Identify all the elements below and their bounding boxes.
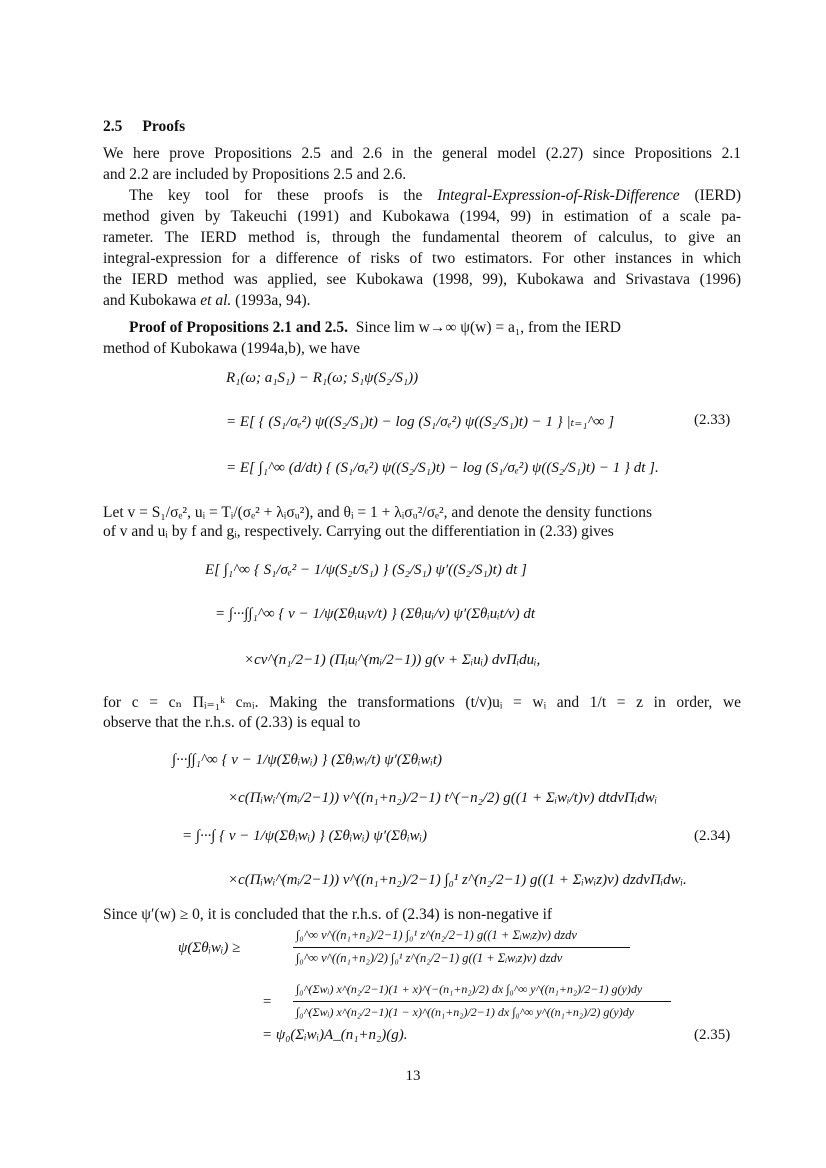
paragraph-line: of v and uᵢ by f and gᵢ, respectively. Carrying out the differentiation in (2.33) gives <box>103 523 614 540</box>
equation-number: (2.33) <box>694 412 731 428</box>
paragraph-line: We here prove Propositions 2.5 and 2.6 in the general model (2.27) since Propositions 2.1 <box>103 145 741 162</box>
page-number: 13 <box>405 1068 421 1084</box>
paragraph-line: observe that the r.h.s. of (2.33) is equal to <box>103 714 361 731</box>
equation-line: E[ ∫₁^∞ { S₁/σₑ² − 1/ψ(S₂t/S₁) } (S₂/S₁) ψ′((S₂/S₁)t) dt ] <box>205 562 527 578</box>
paragraph-line: method given by Takeuchi (1991) and Kubokawa (1994, 99) in estimation of a scale pa- <box>103 208 741 225</box>
emphasis: et al. <box>200 292 232 309</box>
paragraph-line: and 2.2 are included by Propositions 2.5 and 2.6. <box>103 166 407 183</box>
section-title: Proofs <box>142 118 186 135</box>
paragraph-line <box>129 185 741 206</box>
equation-line: ×c(Πᵢwᵢ^(mᵢ/2−1)) v^((n₁+n₂)/2−1) ∫₀¹ z^(n₂/2−1) g((1 + Σᵢwᵢz)v) dzdvΠᵢdwᵢ. <box>228 872 687 888</box>
equation-sign: = <box>262 994 273 1010</box>
paragraph-line: method of Kubokawa (1994a,b), we have <box>103 340 360 357</box>
paragraph-line: rameter. The IERD method is, through the fundamental theorem of calculus, to give an <box>103 229 741 246</box>
fraction-numerator: ∫₀^(Σwᵢ) x^(n₂/2−1)(1 + x)^(−(n₁+n₂)/2) dx ∫₀^∞ y^((n₁+n₂)/2−1) g(y)dy <box>296 982 643 996</box>
paragraph-line: Since ψ′(w) ≥ 0, it is concluded that the r.h.s. of (2.34) is non-negative if <box>103 906 553 923</box>
fraction-bar <box>293 947 630 948</box>
equation-line: = ∫···∫ { v − 1/ψ(Σθᵢwᵢ) } (Σθᵢwᵢ) ψ′(Σθᵢwᵢ) <box>182 828 428 844</box>
paragraph-line: Let v = S₁/σₑ², uᵢ = Tᵢ/(σₑ² + λᵢσᵤ²), and θᵢ = 1 + λᵢσᵤ²/σₑ², and denote the density functions <box>103 504 653 521</box>
paragraph-line: the IERD method was applied, see Kubokawa (1998, 99), Kubokawa and Srivastava (1996) <box>103 271 741 288</box>
fraction-bar <box>293 1001 671 1002</box>
section-number: 2.5 <box>103 118 123 135</box>
text-span: (1993a, 94). <box>231 292 311 309</box>
paragraph-line <box>103 290 310 311</box>
paragraph-line: for c = cₙ Πᵢ₌₁ᵏ cₘᵢ. Making the transformations (t/v)uᵢ = wᵢ and 1/t = z in order, we <box>103 694 741 711</box>
equation-number: (2.34) <box>694 828 731 844</box>
emphasis: Integral-Expression-of-Risk-Difference <box>437 187 680 204</box>
equation-line: ×c(Πᵢwᵢ^(mᵢ/2−1)) v^((n₁+n₂)/2−1) t^(−n₂/2) g((1 + Σᵢwᵢ/t)v) dtdvΠᵢdwᵢ <box>228 790 658 806</box>
paragraph-line: integral-expression for a difference of risks of two estimators. For other instances in which <box>103 250 741 267</box>
text-span: Since lim w→∞ ψ(w) = a₁, from the IERD <box>355 319 621 336</box>
fraction-denominator: ∫₀^(Σwᵢ) x^(n₂/2−1)(1 − x)^((n₁+n₂)/2−1) dx ∫₀^∞ y^((n₁+n₂)/2) g(y)dy <box>296 1005 635 1019</box>
fraction-denominator: ∫₀^∞ v^((n₁+n₂)/2) ∫₀¹ z^(n₂/2−1) g((1 + Σᵢwᵢz)v) dzdv <box>296 951 563 965</box>
text-span: (IERD) <box>679 187 741 204</box>
equation-line: = ψ₀(Σᵢwᵢ)A_(n₁+n₂)(g). <box>262 1027 408 1043</box>
fraction-numerator: ∫₀^∞ v^((n₁+n₂)/2−1) ∫₀¹ z^(n₂/2−1) g((1 + Σᵢwᵢz)v) dzdv <box>296 928 577 942</box>
equation-line: ×cv^(n₁/2−1) (Πᵢuᵢ^(mᵢ/2−1)) g(v + Σᵢuᵢ) dvΠᵢduᵢ, <box>244 652 541 668</box>
equation-line: = ∫···∫∫₁^∞ { v − 1/ψ(Σθᵢuᵢv/t) } (Σθᵢuᵢ/v) ψ′(Σθᵢuᵢt/v) dt <box>215 606 536 622</box>
equation-line: = E[ { (S₁/σₑ²) ψ((S₂/S₁)t) − log (S₁/σₑ²) ψ((S₂/S₁)t) − 1 } |ₜ₌₁^∞ ] <box>226 414 615 430</box>
text-span: and Kubokawa <box>103 292 201 309</box>
equation-lhs: ψ(Σθᵢwᵢ) ≥ <box>178 940 241 956</box>
proof-line <box>129 317 621 338</box>
equation-line: R₁(ω; a₁S₁) − R₁(ω; S₁ψ(S₂/S₁)) <box>226 370 419 386</box>
text-span: The key tool for these proofs is the <box>129 187 438 204</box>
equation-number: (2.35) <box>694 1027 731 1043</box>
proof-heading: Proof of Propositions 2.1 and 2.5. <box>129 319 349 336</box>
equation-line: ∫···∫∫₁^∞ { v − 1/ψ(Σθᵢwᵢ) } (Σθᵢwᵢ/t) ψ′(Σθᵢwᵢt) <box>172 752 442 768</box>
section-heading <box>103 118 185 136</box>
equation-line: = E[ ∫₁^∞ (d/dt) { (S₁/σₑ²) ψ((S₂/S₁)t) − log (S₁/σₑ²) ψ((S₂/S₁)t) − 1 } dt ]. <box>226 460 659 476</box>
